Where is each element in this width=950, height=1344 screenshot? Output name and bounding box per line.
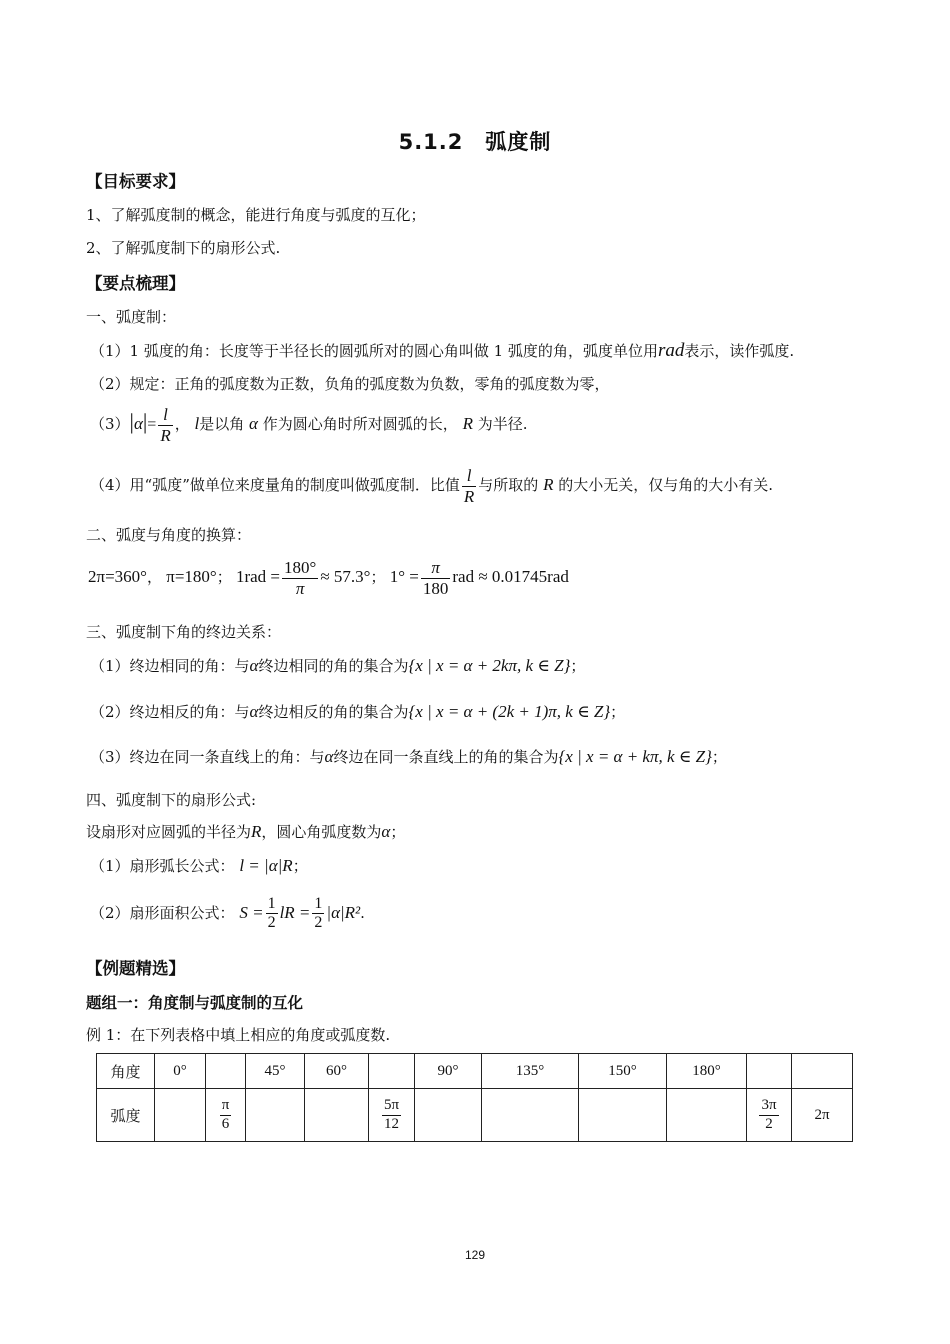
part3-item1: （1）终边相同的角：与α终边相同的角的集合为{x | x = α + 2kπ, k ∈ Z}；: [90, 656, 586, 675]
part4-item2: （2）扇形面积公式： S = $\frac{1}{2}$ lR = $\frac{1}{2}$ |α|R².: [90, 895, 365, 932]
radian-cell[interactable]: $\frac{3\pi}{2}$: [747, 1089, 792, 1142]
table-row-degrees: [97, 1054, 853, 1089]
degree-cell[interactable]: 150°: [579, 1054, 667, 1089]
degree-cell[interactable]: [792, 1054, 853, 1089]
goal-item-1: 1、了解弧度制的概念，能进行角度与弧度的互化；: [86, 206, 426, 224]
radian-cell[interactable]: [415, 1089, 482, 1142]
ratio-fraction-2: $\frac{l}{R}$: [463, 466, 475, 506]
key-points-header: 【要点梳理】: [86, 274, 185, 293]
table-row-radians: [97, 1089, 853, 1142]
set-opposite-terminal: {x | x = α + (2k + 1)π, k ∈ Z}: [408, 702, 611, 721]
degree-to-rad-fraction: $\frac{\pi}{180}$: [422, 558, 449, 598]
part2-heading: 二、弧度与角度的换算：: [86, 526, 252, 544]
goal-header: 【目标要求】: [86, 172, 185, 191]
page-title: 5.1.2 弧度制: [398, 130, 552, 154]
degree-cell[interactable]: 0°: [155, 1054, 206, 1089]
example-header: 【例题精选】: [86, 959, 185, 978]
radian-cell[interactable]: [482, 1089, 579, 1142]
radian-cell[interactable]: [579, 1089, 667, 1142]
goal-item-2: 2、了解弧度制下的扇形公式.: [86, 239, 281, 257]
radian-cell[interactable]: $\frac{5\pi}{12}$: [369, 1089, 415, 1142]
part3-item3: （3）终边在同一条直线上的角：与α终边在同一条直线上的角的集合为{x | x = α + kπ, k ∈ Z}；: [90, 747, 727, 766]
part3-item2: （2）终边相反的角：与α终边相反的角的集合为{x | x = α + (2k + 1)π, k ∈ Z}；: [90, 702, 626, 721]
part1-item3: （3）|α|= $\frac{l}{R}$ ， l是以角 α 作为圆心角时所对圆弧的长， R 为半径.: [90, 405, 528, 445]
part3-heading: 三、弧度制下角的终边关系：: [86, 623, 282, 641]
set-same-terminal: {x | x = α + 2kπ, k ∈ Z}: [408, 656, 571, 675]
part4-heading: 四、弧度制下的扇形公式:: [86, 791, 257, 809]
row-label-radian: 弧度: [97, 1089, 155, 1142]
arc-length-formula: l = |α|R: [239, 856, 293, 875]
radian-cell[interactable]: [155, 1089, 206, 1142]
set-same-line: {x | x = α + kπ, k ∈ Z}: [558, 747, 712, 766]
sector-area-formula: |α|R²: [326, 902, 361, 922]
degree-cell[interactable]: [747, 1054, 792, 1089]
conversion-formulas: 2π=360°， π=180°； 1rad = $\frac{180^\circ}{\pi}$ ≈ 57.3°； 1° = $\frac{\pi}{180}$ rad ≈ 0.01745rad: [88, 558, 569, 598]
radian-cell[interactable]: [667, 1089, 747, 1142]
part1-item2: （2）规定：正角的弧度数为正数，负角的弧度数为负数，零角的弧度数为零，: [90, 375, 610, 393]
example1-text: 例 1：在下列表格中填上相应的角度或弧度数.: [86, 1026, 391, 1044]
conversion-table: [96, 1053, 853, 1142]
rad-symbol: rad: [657, 340, 685, 361]
part4-item1: （1）扇形弧长公式： l = |α|R；: [90, 856, 308, 875]
degree-cell[interactable]: 135°: [482, 1054, 579, 1089]
part1-item1: （1）1 弧度的角：长度等于半径长的圆弧所对的圆心角叫做 1 弧度的角，弧度单位用rad表示，读作弧度.: [90, 340, 795, 361]
degree-cell[interactable]: [369, 1054, 415, 1089]
radian-cell[interactable]: [305, 1089, 369, 1142]
rad-to-degree-fraction: $\frac{180^\circ}{\pi}$: [284, 558, 317, 598]
degree-cell[interactable]: [206, 1054, 246, 1089]
degree-cell[interactable]: 90°: [415, 1054, 482, 1089]
part1-item4: （4）用“弧度”做单位来度量角的制度叫做弧度制．比值 $\frac{l}{R}$ 与所取的 R 的大小无关，仅与角的大小有关.: [90, 466, 774, 506]
radian-cell[interactable]: [246, 1089, 305, 1142]
part4-intro: 设扇形对应圆弧的半径为R，圆心角弧度数为α；: [86, 822, 406, 841]
degree-cell[interactable]: 180°: [667, 1054, 747, 1089]
radian-cell[interactable]: 2π: [792, 1089, 853, 1142]
group1-heading: 题组一：角度制与弧度制的互化: [86, 994, 304, 1012]
degree-cell[interactable]: 60°: [305, 1054, 369, 1089]
degree-cell[interactable]: 45°: [246, 1054, 305, 1089]
radian-cell[interactable]: $\frac{\pi}{6}$: [206, 1089, 246, 1142]
ratio-fraction: $\frac{l}{R}$: [160, 405, 171, 445]
part1-heading: 一、弧度制：: [86, 308, 177, 326]
row-label-degree: 角度: [97, 1054, 155, 1089]
page-number: 129: [464, 1248, 486, 1262]
